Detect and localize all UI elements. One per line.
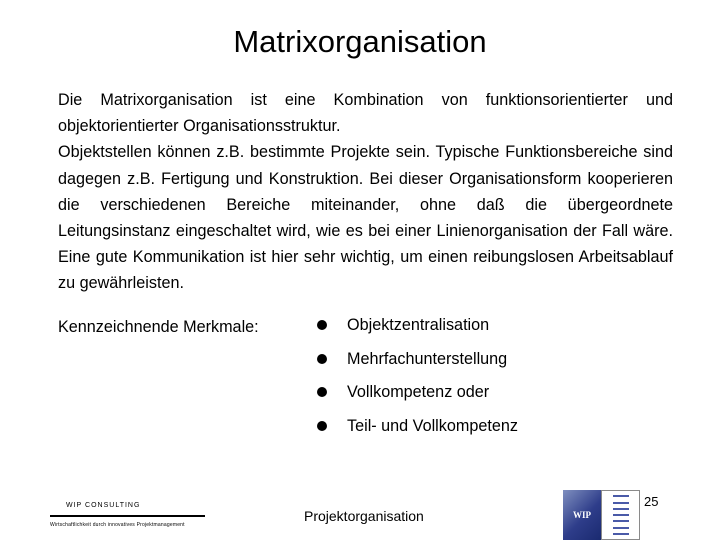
- body-text: [58, 87, 673, 297]
- slide-title: Matrixorganisation: [233, 24, 487, 59]
- list-item: [317, 349, 518, 383]
- footer-slogan: Wirtschaftlichkeit durch innovatives Projektmanagement: [50, 522, 185, 528]
- footer-section-title: Projektorganisation: [304, 508, 424, 524]
- list-item-label: Objektzentralisation: [347, 316, 490, 334]
- list-item: [317, 382, 518, 416]
- list-item: [317, 315, 518, 349]
- page-number: 25: [644, 494, 659, 509]
- logo-text: WIP: [573, 510, 591, 520]
- paragraph-details: Objektstellen können z.B. bestimmte Projekte sein. Typische Funktionsbereiche sind dagegen z.B. Fertigung und Konstruktion. Bei dieser Organisationsform kooperieren die verschiedenen Bereiche miteinander, ohne daß die übergeordnete Leitungsinstanz eingeschaltet wird, wie es bei einer Linienorganisation der Fall wäre. Eine gute Kommunikation ist hier sehr wichtig, um einen reibungslosen Arbeitsablauf zu gewährleisten.: [58, 143, 673, 293]
- bullet-icon: [317, 387, 327, 397]
- bullet-icon: [317, 320, 327, 330]
- list-item-label: Mehrfachunterstellung: [347, 349, 508, 368]
- list-item-label: Vollkompetenz oder: [347, 383, 490, 402]
- footer-divider: [50, 515, 205, 517]
- paragraph-definition: Die Matrixorganisation ist eine Kombination von funktionsorientierter und objektorientierter Organisationsstruktur.: [58, 91, 673, 136]
- features-label: Kennzeichnende Merkmale:: [58, 318, 259, 336]
- logo-stripes-icon: [601, 490, 640, 540]
- bullet-icon: [317, 354, 327, 364]
- bullet-icon: [317, 421, 327, 431]
- list-item: [317, 416, 518, 450]
- company-logo: [563, 490, 640, 540]
- list-item-label: Teil- und Vollkompetenz: [347, 416, 518, 435]
- logo-emblem: [563, 490, 601, 540]
- footer-company: WIP CONSULTING: [66, 502, 141, 509]
- features-list: [317, 315, 518, 449]
